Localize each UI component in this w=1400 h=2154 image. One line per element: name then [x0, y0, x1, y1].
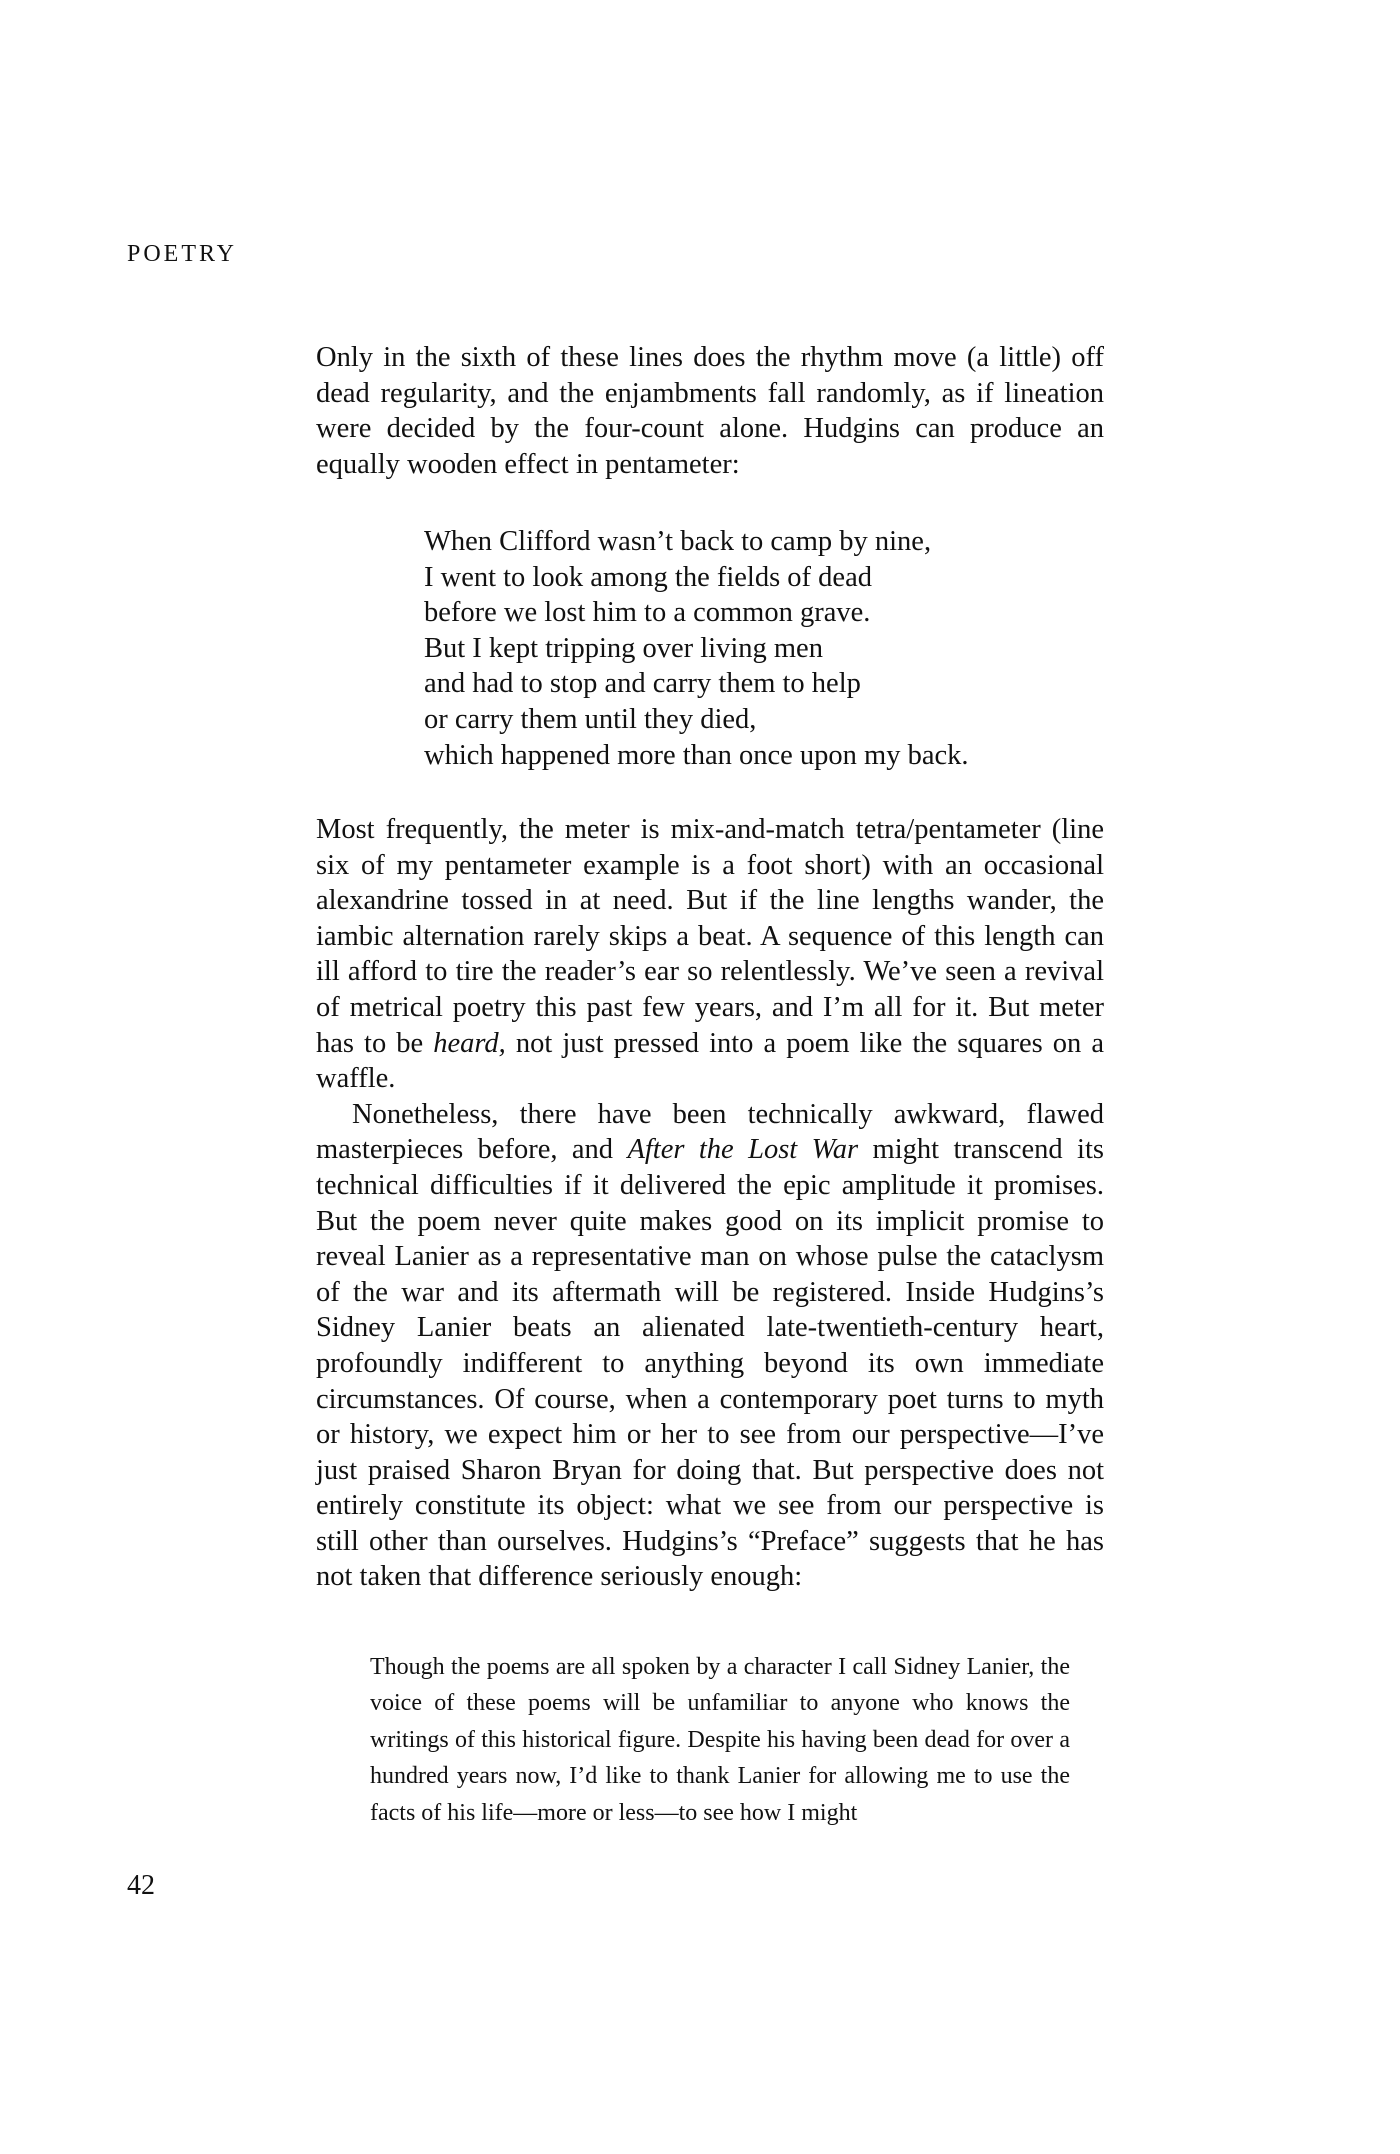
poem-line: When Clifford wasn’t back to camp by nine, — [424, 526, 932, 557]
poem-line: But I kept tripping over living men — [424, 632, 823, 664]
poem-line: I went to look among the fields of dead — [424, 561, 872, 593]
paragraph-opening: Only in the sixth of these lines does the rhythm move (a little) off dead regularity, and the enjambments fall randomly, as if lineation were decided by the four-count alone. Hudgins can produce an equally wooden effect in pentameter: — [316, 342, 1104, 480]
meter-emphasis: heard, — [433, 1027, 506, 1059]
poem-line: and had to stop and carry them to help — [424, 668, 861, 700]
poem-line: before we lost him to a common grave. — [424, 597, 871, 629]
paragraph-meter — [316, 812, 1104, 1097]
block-quote: Though the poems are all spoken by a character I call Sidney Lanier, the voice of these poems will be unfamiliar to anyone who knows the writings of this historical figure. Despite his having been dead for over a hundred years now, I’d like to thank Lanier for allowing me to use the facts of his life—more or less—to see how I might — [370, 1654, 1070, 1826]
page-number: 42 — [127, 1870, 155, 1901]
paragraph-nonetheless — [316, 1097, 1104, 1595]
book-title: After the Lost War — [627, 1134, 859, 1166]
running-head: POETRY — [127, 241, 238, 267]
meter-text-start: Most frequently, the meter is mix-and-match tetra/pentameter (line six of my pentameter example is a foot short) with an occasional alexandrine tossed in at need. But if the line lengths wander, the iambic alternation rarely skips a beat. A sequence of this length can ill afford to tire the reader’s ear so relentlessly. We’ve seen a revival of metrical poetry this past few years, and I’m all for it. But meter has to be — [316, 814, 1104, 1059]
poem-line: which happened more than once upon my back. — [424, 739, 969, 771]
poem-excerpt — [424, 524, 969, 773]
nonetheless-text-end: might transcend its technical difficulties if it delivered the epic amplitude it promises. But the poem never quite makes good on its implicit promise to reveal Lanier as a representative man on whose pulse the cataclysm of the war and its aftermath will be registered. Inside Hudgins’s Sidney Lanier beats an alienated late-twentieth-century heart, profoundly indifferent to anything beyond its own immediate circumstances. Of course, when a contemporary poet turns to myth or history, we expect him or her to see from our perspective—I’ve just praised Sharon Bryan for doing that. But perspective does not entirely constitute its object: what we see from our perspective is still other than ourselves. Hudgins’s “Preface” suggests that he has not taken that difference seriously enough: — [316, 1134, 1104, 1593]
poem-line: or carry them until they died, — [424, 703, 757, 735]
nonetheless-text-start: Nonetheless, there have been technically awkward, flawed masterpieces before, and — [316, 1098, 1104, 1166]
body-text-main — [316, 812, 1104, 1595]
meter-text-end: not just pressed into a poem like the squares on a waffle. — [316, 1027, 1104, 1095]
body-text-opening — [316, 340, 1104, 482]
